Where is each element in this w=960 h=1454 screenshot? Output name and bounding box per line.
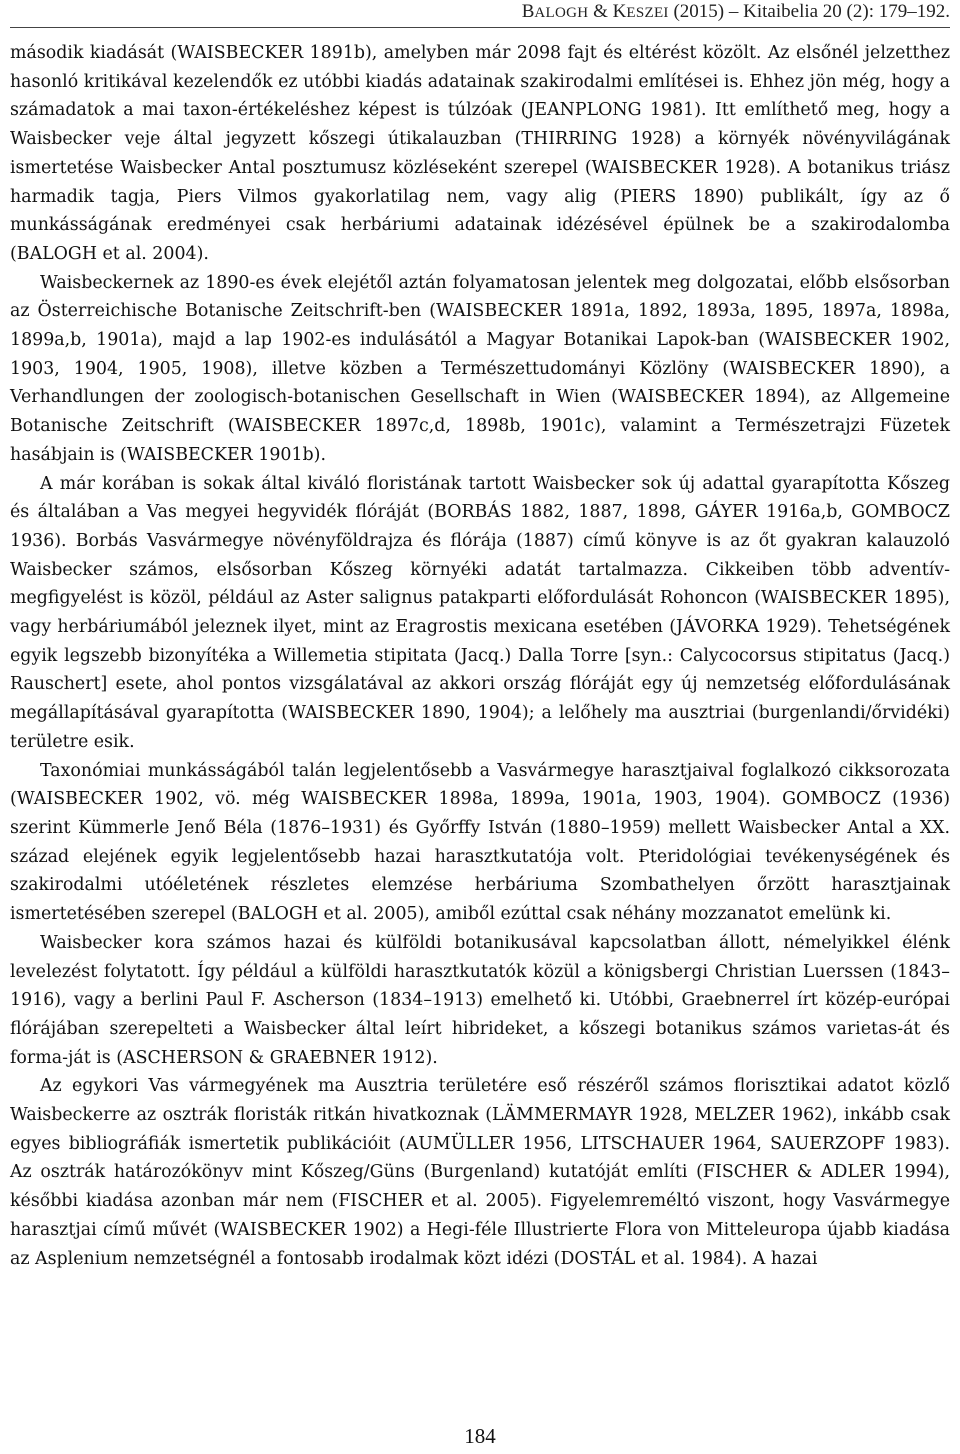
page-number: 184: [464, 1424, 496, 1448]
paragraph-6: Az egykori Vas vármegyének ma Ausztria területére eső részéről számos florisztikai adatot közlő Waisbeckerre az osztrák floristák ritkán hivatkoznak (LÄMMERMAYR 1928, MELZER 1962), inkább csak egyes bibliográfiák ismertetik publikációit (AUMÜLLER 1956, LITSCHAUER 1964, SAUERZOPF 1983). Az osztrák határozókönyv mint Kőszeg/Güns (Burgenland) kutatóját említi (FISCHER & ADLER 1994), későbbi kiadása azonban már nem (FISCHER et al. 2005). Figyelemreméltó viszont, hogy Vasvármegye harasztjai című művét (WAISBECKER 1902) a Hegi-féle Illustrierte Flora von Mitteleuropa újabb kiadása az Asplenium nemzetségnél a fontosabb irodalmak közt idézi (DOSTÁL et al. 1984). A hazai: [10, 1076, 950, 1269]
paragraph-4: Taxonómiai munkásságából talán legjelentősebb a Vasvármegye harasztjaival foglalkozó cikksorozata (WAISBECKER 1902, vö. még WAISBECKER 1898a, 1899a, 1901a, 1903, 1904). GOMBOCZ (1936) szerint Kümmerle Jenő Béla (1876–1931) és Győrffy István (1880–1959) mellett Waisbecker Antal a XX. század elejének egyik legjelentősebb hazai harasztkutatója volt. Pteridológiai tevékenységének és szakirodalmi utóéletének részletes elemzése herbáriuma Szombathelyen őrzött harasztjainak ismertetésében szerepel (BALOGH et al. 2005), amiből ezúttal csak néhány mozzanatot emelünk ki.: [10, 760, 950, 925]
running-head-author-2-initial: K: [612, 1, 627, 22]
paragraph-1: második kiadását (WAISBECKER 1891b), amelyben már 2098 fajt és eltérést közölt. Az elsőnél jelzetthez hasonló kritikával kezelendők ez utóbbi kiadás adatainak szakirodalmi említései is. Ehhez jön még, hogy a számadatok a mai taxon-értékeléshez képest is túlzóak (JEANPLONG 1981). Itt említhető meg, hogy a Waisbecker veje által jegyzett kőszegi útikalauzban (THIRRING 1928) a környék növényvilágának ismertetése Waisbecker Antal posztumusz közléseként szerepel (WAISBECKER 1928). A botanikus triász harmadik tagja, Piers Vilmos gyakorlatilag nem, vagy alig (PIERS 1890) publikált, így az ő munkásságának eredményei csak herbáriumi adatainak idézésével épülnek be a szakirodalomba (BALOGH et al. 2004).: [10, 43, 950, 264]
article-body: [10, 39, 950, 1273]
running-head-author-2-rest: ESZEI: [626, 5, 669, 21]
running-head-citation: (2015) – Kitaibelia 20 (2): 179–192.: [668, 1, 950, 22]
running-head-amp: &: [588, 1, 613, 22]
paragraph-3: A már korában is sokak által kiváló floristának tartott Waisbecker sok új adattal gyarapította Kőszeg és általában a Vas megyei hegyvidék flóráját (BORBÁS 1882, 1887, 1898, GÁYER 1916a,b, GOMBOCZ 1936). Borbás Vasvármegye növényföldrajza és flórája (1887) című könyve is az őt gyakran kalauzoló Waisbecker számos, elsősorban Kőszeg környéki adatát tartalmazza. Cikkeiben több adventív-megfigyelést is közöl, például az Aster salignus patakparti előfordulását Rohoncon (WAISBECKER 1895), vagy herbáriumából jeleznek ilyet, mint az Eragrostis mexicana esetében (JÁVORKA 1929). Tehetségének egyik legszebb bizonyítéka a Willemetia stipitata (Jacq.) Dalla Torre [syn.: Calycocorsus stipitatus (Jacq.) Rauschert] esete, ahol pontos vizsgálatával az akkori ország flóráját egy új nemzetség előfordulásának megállapításával gyarapította (WAISBECKER 1890, 1904); a lelőhely ma ausztriai (burgenlandi/őrvidéki) területre esik.: [10, 473, 950, 752]
header-rule: [10, 27, 950, 28]
running-head-author-1-rest: ALOGH: [534, 5, 589, 21]
paragraph-2: Waisbeckernek az 1890-es évek elejétől aztán folyamatosan jelentek meg dolgozatai, előbb elsősorban az Österreichische Botanische Zeitschrift-ben (WAISBECKER 1891a, 1892, 1893a, 1895, 1897a, 1898a, 1899a,b, 1901a), majd a lap 1902-es indulásától a Magyar Botanikai Lapok-ban (WAISBECKER 1902, 1903, 1904, 1905, 1908), illetve közben a Természettudományi Közlöny (WAISBECKER 1890), a Verhandlungen der zoologisch-botanischen Gesellschaft in Wien (WAISBECKER 1894), az Allgemeine Botanische Zeitschrift (WAISBECKER 1897c,d, 1898b, 1901c), valamint a Természetrajzi Füzetek hasábjain is (WAISBECKER 1901b).: [10, 272, 950, 465]
running-head-author-1-initial: B: [521, 1, 535, 22]
paragraph-5: Waisbecker kora számos hazai és külföldi botanikusával kapcsolatban állott, némelyikkel élénk levelezést folytatott. Így például a külföldi harasztkutatók közül a königsbergi Christian Luerssen (1843–1916), vagy a berlini Paul F. Ascherson (1834–1913) emelhető ki. Utóbbi, Graebnerrel írt közép-európai flórájában szerepelteti a Waisbecker által leírt hibrideket, a kőszegi botanikus számos varietas-át és forma-ját is (ASCHERSON & GRAEBNER 1912).: [10, 932, 950, 1068]
running-head: [522, 0, 950, 25]
